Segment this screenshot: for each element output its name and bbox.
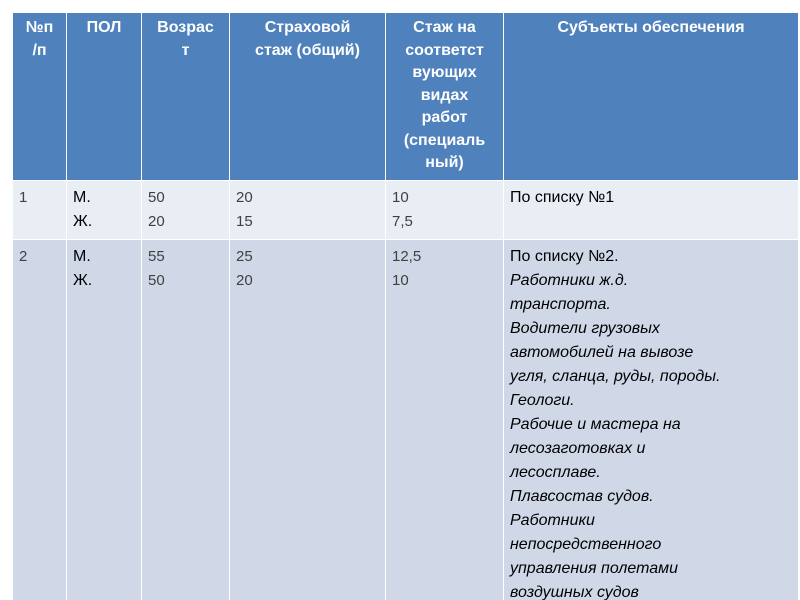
cell-line: Ж. bbox=[73, 272, 93, 289]
cell-num: 2 bbox=[13, 240, 67, 600]
header-age-line: Возрас bbox=[157, 19, 214, 36]
header-sex-line: ПОЛ bbox=[86, 19, 122, 36]
header-age bbox=[142, 13, 230, 181]
cell-line: 12,5 bbox=[392, 248, 422, 265]
subjects-line: автомобилей на вывозе bbox=[510, 344, 694, 361]
header-num-line: /п bbox=[32, 41, 47, 59]
table-row bbox=[13, 240, 799, 600]
header-subjects bbox=[504, 13, 799, 181]
header-subjects-line: Субъекты обеспечения bbox=[557, 19, 745, 36]
cell-sex bbox=[67, 181, 142, 240]
cell-special bbox=[386, 240, 504, 600]
header-insurance-line: Страховой bbox=[264, 19, 351, 36]
header-special-line: Стаж на bbox=[413, 19, 476, 36]
subjects-line: воздушных судов bbox=[510, 584, 639, 600]
cell-insurance bbox=[230, 240, 386, 600]
header-special-line: соответст bbox=[405, 41, 484, 59]
header-age-line: т bbox=[181, 41, 190, 59]
cell-age bbox=[142, 240, 230, 600]
cell-age bbox=[142, 181, 230, 240]
subjects-line: управления полетами bbox=[510, 560, 679, 577]
cell-line: 50 bbox=[148, 272, 165, 289]
header-special-line: (специаль bbox=[403, 131, 486, 149]
cell-line: М. bbox=[73, 248, 91, 265]
header-num-line: №п bbox=[25, 19, 54, 36]
subjects-title: По списку №1 bbox=[510, 189, 615, 206]
subjects-line: лесосплаве. bbox=[510, 464, 601, 481]
cell-line: 20 bbox=[236, 272, 253, 289]
cell-num: 1 bbox=[13, 181, 67, 240]
subjects-line: Геологи. bbox=[510, 392, 575, 409]
cell-line: 20 bbox=[236, 189, 253, 206]
cell-line: 7,5 bbox=[392, 213, 413, 230]
cell-line: 50 bbox=[148, 189, 165, 206]
header-num bbox=[13, 13, 67, 181]
cell-line: 20 bbox=[148, 213, 165, 230]
cell-line: 10 bbox=[392, 189, 409, 206]
cell-subjects bbox=[504, 240, 799, 600]
subjects-line: Плавсостав судов. bbox=[510, 488, 654, 505]
cell-line: М. bbox=[73, 189, 91, 206]
cell-sex bbox=[67, 240, 142, 600]
benefits-table bbox=[12, 12, 799, 600]
header-insurance bbox=[230, 13, 386, 181]
header-row bbox=[13, 13, 799, 181]
header-special-line: ный) bbox=[425, 154, 464, 171]
header-sex bbox=[67, 13, 142, 181]
header-insurance-line: стаж (общий) bbox=[255, 41, 360, 59]
cell-special bbox=[386, 181, 504, 240]
cell-line: 10 bbox=[392, 272, 409, 289]
subjects-line: Рабочие и мастера на bbox=[510, 416, 681, 433]
subjects-line: транспорта. bbox=[510, 296, 611, 313]
subjects-title: По списку №2. bbox=[510, 248, 619, 265]
header-special-line: работ bbox=[421, 109, 468, 126]
cell-subjects bbox=[504, 181, 799, 240]
subjects-line: угля, сланца, руды, породы. bbox=[510, 368, 721, 385]
cell-line: 15 bbox=[236, 213, 253, 230]
subjects-line: непосредственного bbox=[510, 536, 662, 553]
subjects-line: Водители грузовых bbox=[510, 320, 660, 337]
cell-line: Ж. bbox=[73, 213, 93, 230]
cell-line: 55 bbox=[148, 248, 165, 265]
header-special bbox=[386, 13, 504, 181]
cell-line: 25 bbox=[236, 248, 253, 265]
subjects-line: Работники bbox=[510, 512, 595, 529]
cell-insurance bbox=[230, 181, 386, 240]
subjects-line: Работники ж.д. bbox=[510, 272, 629, 289]
header-special-line: вующих bbox=[412, 64, 477, 81]
table-row bbox=[13, 181, 799, 240]
header-special-line: видах bbox=[420, 86, 469, 104]
subjects-line: лесозаготовках и bbox=[510, 440, 646, 457]
